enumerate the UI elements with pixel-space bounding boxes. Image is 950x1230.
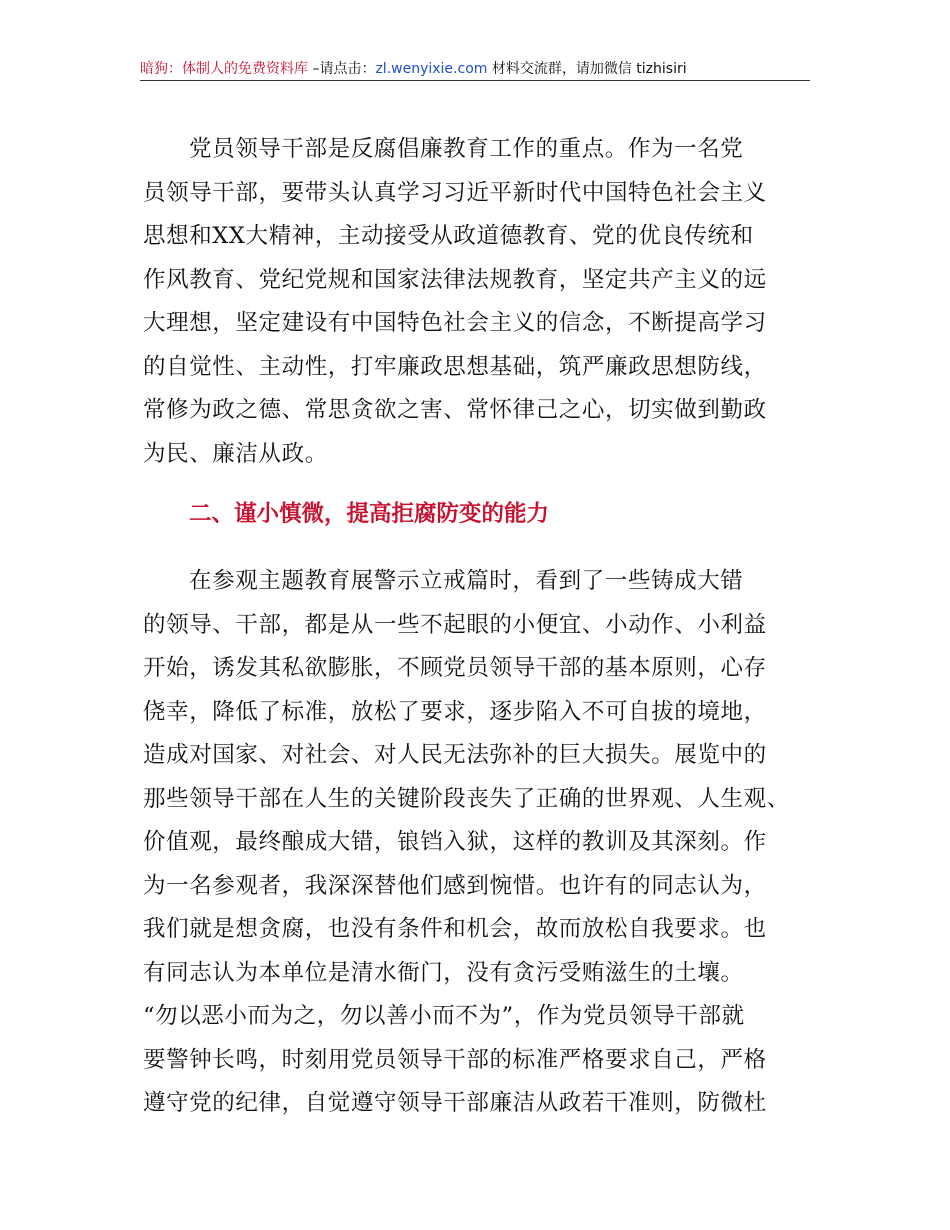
document-body [143,128,823,1126]
paragraph-line: 有同志认为本单位是清水衙门，没有贪污受贿滋生的土壤。 [143,959,744,986]
paragraph-line: 我们就是想贪腐，也没有条件和机会，故而放松自我要求。也 [143,916,767,942]
header-contact-note: 材料交流群，请加微信 tizhisiri [487,61,687,77]
paragraph-line: 价值观，最终酿成大错，锒铛入狱，这样的教训及其深刻。作 [143,829,767,855]
paragraph-line: 作风教育、党纪党规和国家法律法规教育，坚定共产主义的远 [143,266,767,293]
header-click-prompt: –请点击： [308,61,376,77]
paragraph-line: 为民、廉洁从政。 [143,440,328,467]
paragraph-line: 的领导、干部，都是从一些不起眼的小便宜、小动作、小利益 [143,611,767,638]
paragraph-2 [143,560,823,1126]
paragraph-line: 的自觉性、主动性，打牢廉政思想基础，筑严廉政思想防线， [143,353,767,380]
header-site-name: 暗狗：体制人的免费资料库 [140,61,308,77]
paragraph-line: 为一名参观者，我深深替他们感到惋惜。也许有的同志认为， [143,872,767,899]
header-link[interactable]: zl.wenyixie.com [375,61,488,77]
paragraph-line: 常修为政之德、常思贪欲之害、常怀律己之心，切实做到勤政 [143,397,767,423]
paragraph-line: 那些领导干部在人生的关键阶段丧失了正确的世界观、人生观、 [143,785,790,812]
header-divider [140,80,810,81]
page-header [140,58,810,80]
paragraph-line: 大理想，坚定建设有中国特色社会主义的信念，不断提高学习 [143,310,767,336]
paragraph-line: 遵守党的纪律，自觉遵守领导干部廉洁从政若干准则，防微杜 [143,1090,767,1116]
paragraph-1 [143,128,823,476]
paragraph-line: “勿以恶小而为之，勿以善小而不为”，作为党员领导干部就 [143,1003,745,1029]
paragraph-line: 思想和XX大精神，主动接受从政道德教育、党的优良传统和 [143,223,754,249]
paragraph-line: 党员领导干部是反腐倡廉教育工作的重点。作为一名党 [189,136,744,162]
paragraph-line: 造成对国家、对社会、对人民无法弥补的巨大损失。展览中的 [143,742,767,768]
paragraph-line: 侥幸，降低了标准，放松了要求，逐步陷入不可自拔的境地， [143,698,767,725]
paragraph-line: 开始，诱发其私欲膨胀，不顾党员领导干部的基本原则，心存 [143,655,767,681]
paragraph-line: 在参观主题教育展警示立戒篇时，看到了一些铸成大错 [189,568,744,594]
paragraph-line: 要警钟长鸣，时刻用党员领导干部的标准严格要求自己，严格 [143,1046,767,1073]
paragraph-line: 员领导干部，要带头认真学习习近平新时代中国特色社会主义 [143,179,767,206]
section-heading: 二、谨小慎微，提高拒腐防变的能力 [189,501,550,527]
